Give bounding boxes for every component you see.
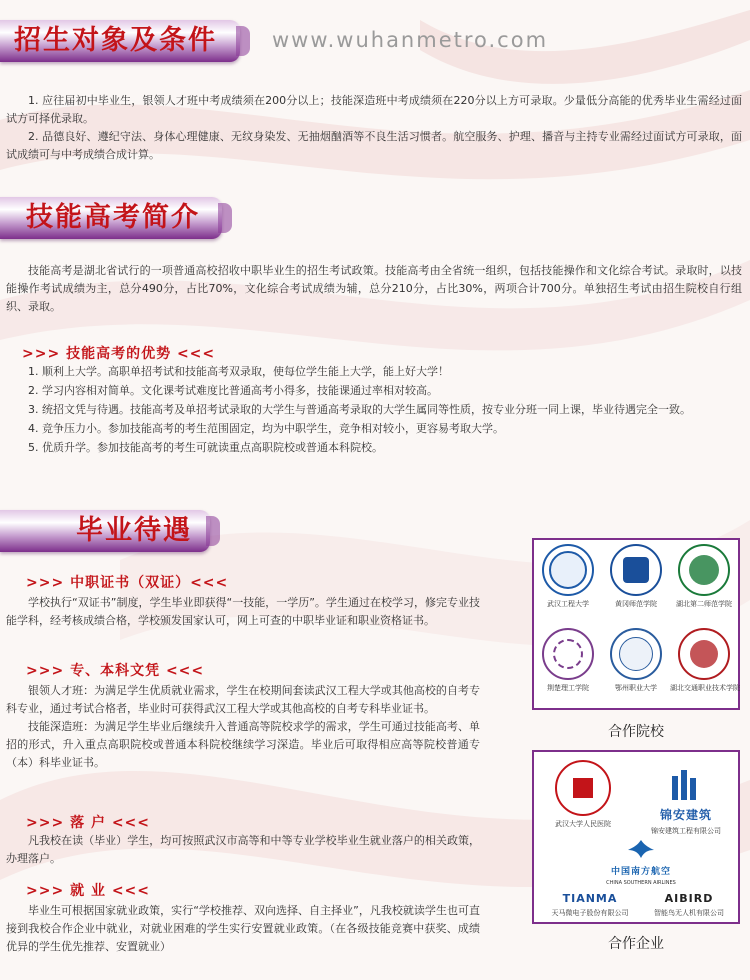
cert-text: 学校执行“双证书”制度，学生毕业即获得“一技能，一学历”。学生通过在校学习，修完专业技能学科，经考核成绩合格，学校颁发国家认可，网上可查的中职毕业证和职业资格证书。 (6, 596, 480, 627)
college-logo: 湖北交通职业技术学院 (670, 628, 738, 693)
hospital-emblem-icon (555, 760, 611, 816)
section2-intro (6, 262, 742, 316)
hukou-text: 凡我校在读（毕业）学生，均可按照武汉市高等和中等专业学校毕业生就业落户的相关政策，办理落户。 (6, 834, 480, 865)
company-logo: 武汉大学人民医院 (540, 760, 626, 829)
company-brand: 中国南方航空 (610, 867, 671, 877)
partner-companies-caption: 合作企业 (608, 936, 664, 952)
advantage-item: 5. 优质升学。参加技能高考的考生可就读重点高职院校或普通本科院校。 (28, 441, 383, 454)
university-seal-icon (542, 628, 594, 680)
university-seal-icon (678, 628, 730, 680)
university-seal-icon (610, 544, 662, 596)
hukou-body (6, 832, 480, 868)
company-logo: 中国南方航空 CHINA SOUTHERN AIRLINES (586, 838, 696, 886)
university-seal-icon (542, 544, 594, 596)
diploma-heading: >>> 专、本科文凭 <<< (26, 663, 205, 679)
job-body (6, 902, 480, 956)
diploma-text-1: 银领人才班：为满足学生优质就业需求，学生在校期间套读武汉工程大学或其他高校的自考专科专业，通过考试合格者，毕业时可获得武汉工程大学或其他高校的自考专科毕业证书。 (6, 684, 480, 715)
job-heading: >>> 就 业 <<< (26, 883, 151, 899)
college-logo: 鄂州职业大学 (602, 628, 670, 693)
advantage-item: 3. 统招文凭与待遇。技能高考及单招考试录取的大学生与普通高考录取的大学生属同等性质，按专业分班一同上课，毕业待遇完全一致。 (28, 403, 691, 416)
college-logo: 荆楚理工学院 (534, 628, 602, 693)
company-logo: AIBIRD 智能鸟无人机有限公司 (640, 892, 738, 918)
section3-title: 毕业待遇 (76, 515, 192, 546)
section2-intro-text: 技能高考是湖北省试行的一项普通高校招收中职毕业生的招生考试政策。技能高考由全省统一组织，包括技能操作和文化综合考试。录取时，以技能操作考试成绩为主，总分490分，占比70%，文化综合考试成绩为辅，总分210分，占比30%，两项合计700分。单独招生考试由招生院校自行组织、录取。 (6, 264, 742, 313)
college-logo: 湖北第二师范学院 (670, 544, 738, 609)
job-text: 毕业生可根据国家就业政策，实行“学校推荐、双向选择、自主择业”，凡我校就读学生也可直接到我校合作企业中就业，对就业困难的学生实行安置就业政策。（在各级技能竞赛中获奖、成绩优异的学生优先推荐、安置就业） (6, 904, 480, 953)
diploma-body (6, 682, 480, 772)
advantage-item: 2. 学习内容相对简单。文化课考试难度比普通高考小得多，技能课通过率相对较高。 (28, 384, 438, 397)
company-logo: TIANMA 天马微电子股份有限公司 (540, 892, 640, 918)
section2-title: 技能高考简介 (26, 202, 200, 233)
section1-item: 2. 品德良好、遵纪守法、身体心理健康、无纹身染发、无抽烟酗酒等不良生活习惯者。航空服务、护理、播音与主持专业需经过面试方可录取，面试成绩可与中考成绩合成计算。 (6, 130, 742, 161)
section1-body (6, 92, 742, 164)
advantages-list (6, 362, 742, 457)
university-seal-icon (678, 544, 730, 596)
cert-body (6, 594, 480, 630)
cert-heading: >>> 中职证书（双证）<<< (26, 575, 229, 591)
company-brand: 锦安建筑 (659, 808, 712, 822)
company-logo: 锦安建筑 锦安建筑工程有限公司 (636, 768, 736, 836)
airline-logo-icon (626, 838, 656, 860)
advantages-heading: >>> 技能高考的优势 <<< (22, 346, 216, 362)
section1-title: 招生对象及条件 (14, 25, 217, 56)
diploma-text-2: 技能深造班：为满足学生毕业后继续升入普通高等院校求学的需求，学生可通过技能高考、单招的形式，升入重点高职院校或普通本科院校继续学习深造。毕业后可取得相应高等院校普通专（本）科毕业证书。 (6, 720, 480, 769)
advantage-item: 4. 竞争压力小。参加技能高考的考生范围固定，均为中职学生，竞争相对较小，更容易考取大学。 (28, 422, 504, 435)
website-url[interactable]: www.wuhanmetro.com (272, 28, 549, 52)
partner-colleges-caption: 合作院校 (608, 724, 664, 740)
section1-item: 1. 应往届初中毕业生，银领人才班中考成绩须在200分以上；技能深造班中考成绩须在220分以上方可录取。少量低分高能的优秀毕业生需经过面试方可择优录取。 (6, 94, 742, 125)
advantage-item: 1. 顺利上大学。高职单招考试和技能高考双录取，使每位学生能上大学，能上好大学！ (28, 365, 449, 378)
hukou-heading: >>> 落 户 <<< (26, 815, 151, 831)
college-logo: 武汉工程大学 (534, 544, 602, 609)
tianma-logo-icon: TIANMA (562, 892, 618, 905)
college-logo: 黄冈师范学院 (602, 544, 670, 609)
aibird-logo-icon: AIBIRD (664, 892, 714, 905)
university-seal-icon (610, 628, 662, 680)
building-logo-icon (666, 768, 706, 802)
